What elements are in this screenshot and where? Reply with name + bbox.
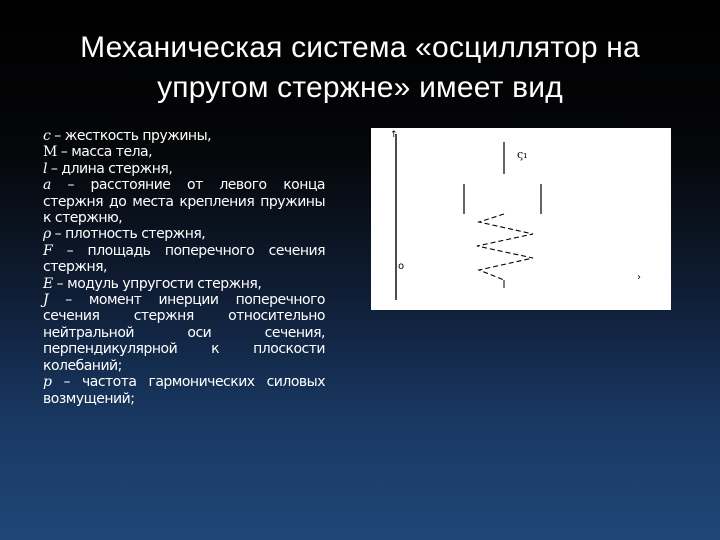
definition-item bbox=[43, 292, 325, 374]
definition-text: – плотность стержня, bbox=[50, 226, 206, 243]
definition-symbol: M bbox=[43, 144, 57, 161]
oscillator-diagram bbox=[371, 128, 671, 310]
definition-symbol: ρ bbox=[43, 226, 51, 243]
definition-symbol: F bbox=[43, 242, 53, 259]
definition-text: – расстояние от левого конца стержня до места крепления пружины к стержню, bbox=[43, 177, 325, 227]
definition-symbol: E bbox=[43, 275, 53, 292]
definition-item bbox=[43, 144, 325, 160]
definition-text: – масса тела, bbox=[56, 144, 153, 161]
definition-symbol: c bbox=[43, 128, 51, 144]
definition-item bbox=[43, 177, 325, 226]
axis-y-label: ↑ bbox=[390, 130, 398, 140]
definition-item bbox=[43, 374, 325, 407]
definition-symbol: J bbox=[43, 292, 49, 309]
definition-item bbox=[43, 276, 325, 292]
definition-text: – момент инерции поперечного сечения стержня относительно нейтральной оси сечения, перпендикулярной к плоскости колебаний; bbox=[43, 292, 325, 374]
definition-text: – частота гармонических силовых возмущений; bbox=[43, 374, 325, 407]
definition-item bbox=[43, 226, 325, 242]
definition-text: – площадь поперечного сечения стержня, bbox=[43, 242, 325, 276]
definition-text: – жесткость пружины, bbox=[50, 128, 212, 144]
definition-item bbox=[43, 128, 325, 144]
slide-title bbox=[20, 28, 700, 108]
spring-zigzag bbox=[477, 214, 533, 280]
definition-symbol: p bbox=[43, 374, 52, 391]
definitions-list bbox=[43, 128, 325, 407]
slide-title-line-2: упругом стержне» имеет вид bbox=[157, 71, 563, 104]
oscillator-diagram-svg bbox=[371, 128, 671, 310]
definition-item bbox=[43, 161, 325, 177]
slide-title-line-1: Механическая система «осциллятор на bbox=[80, 31, 640, 64]
definition-text: – длина стержня, bbox=[46, 160, 173, 177]
definition-item bbox=[43, 243, 325, 276]
mass-label: ς₁ bbox=[517, 148, 528, 161]
definition-text: – модуль упругости стержня, bbox=[52, 275, 262, 292]
axis-x-label: › bbox=[637, 272, 641, 283]
definition-symbol: a bbox=[43, 177, 51, 194]
definition-symbol: l bbox=[43, 160, 47, 177]
origin-label: o bbox=[398, 261, 405, 272]
